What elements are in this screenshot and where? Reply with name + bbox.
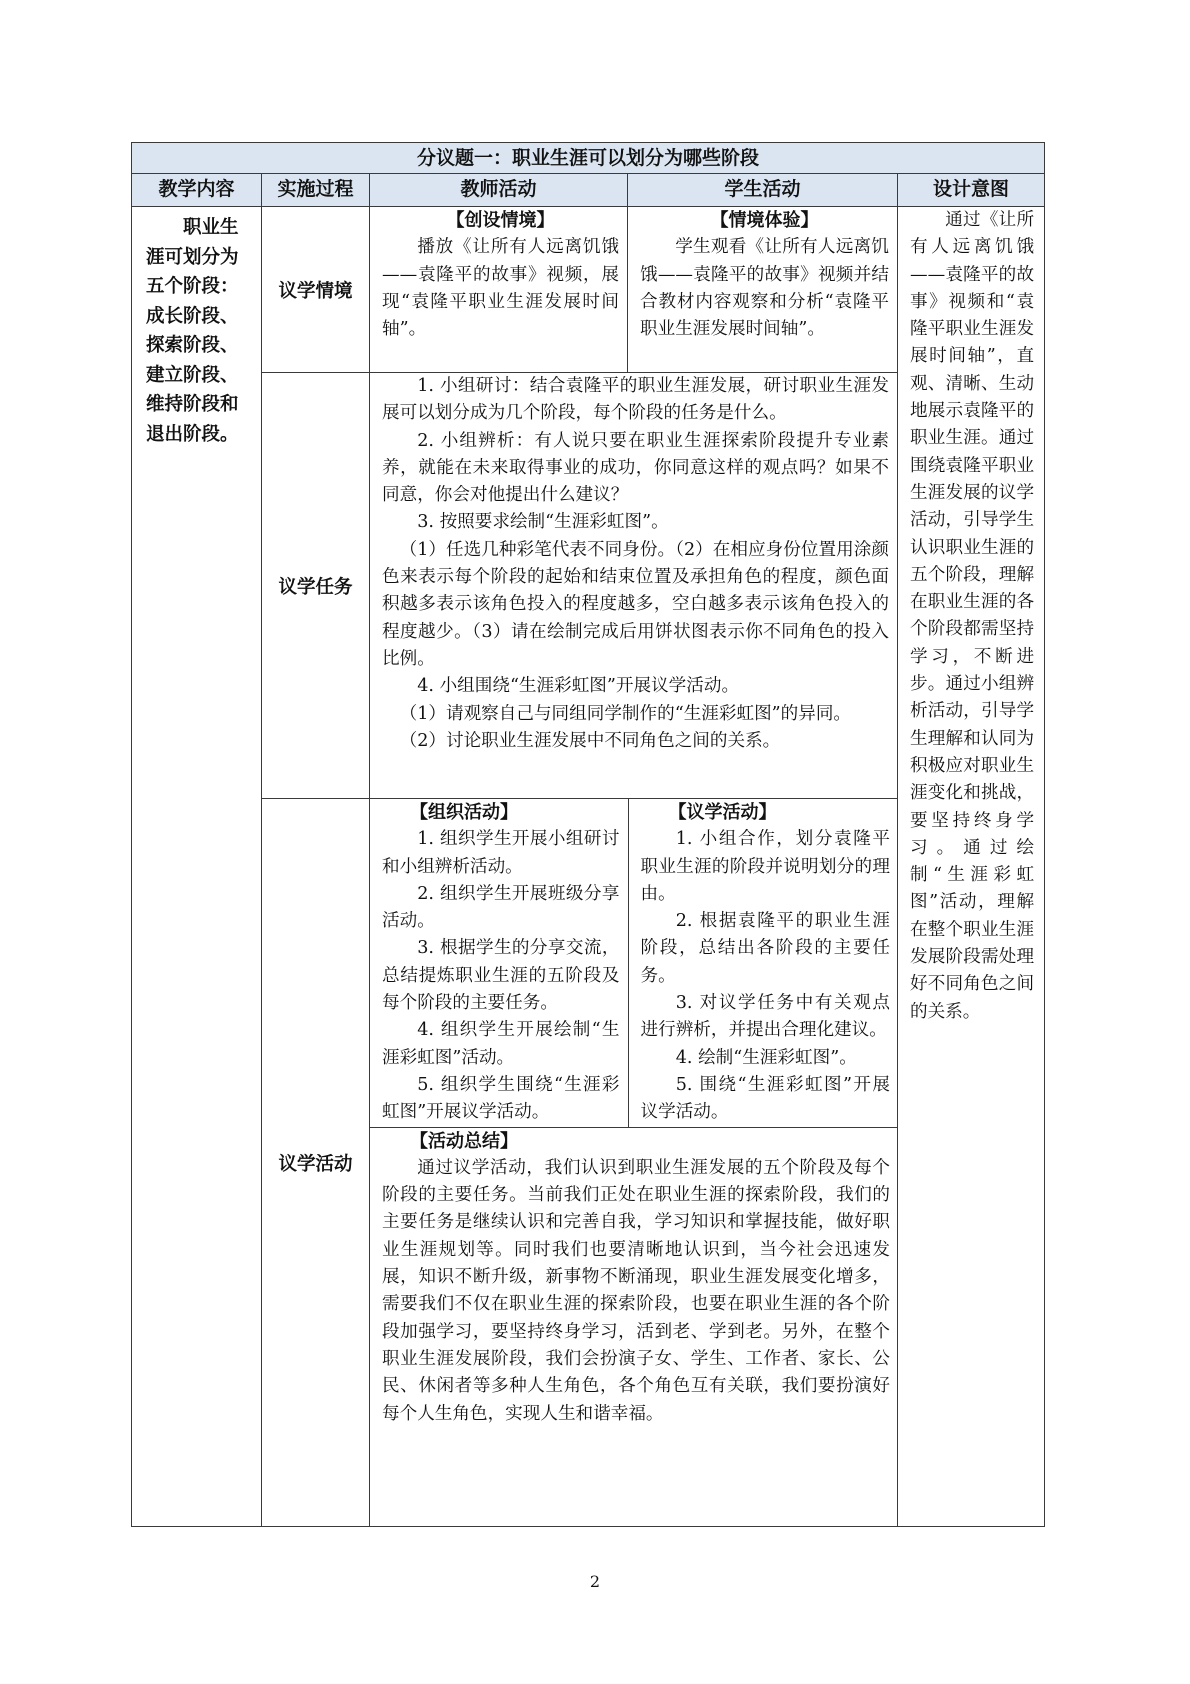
task-item-4-sub-1: （1）请观察自己与同组同学制作的“生涯彩虹图”的异同。 [399,703,852,724]
activity-summary-heading: 【活动总结】 [410,1130,518,1152]
activity-student-cell [628,799,898,1127]
header-teaching-content: 教学内容 [132,174,262,207]
situation-student-cell [628,207,898,373]
header-process: 实施过程 [262,174,370,207]
design-intent-text: 通过《让所有人远离饥饿——袁隆平的故事》视频和“袁隆平职业生涯发展时间轴”，直观、清晰、生动地展示袁隆平的职业生涯。通过围绕袁隆平职业生涯发展的议学活动，引导学生认识职业生涯的五个阶段，理解在职业生涯的各个阶段都需坚持学习，不断进步。通过小组辨析活动，引导学生理解和认同为积极应对职业生涯变化和挑战，要坚持终身学习。通过绘制“生涯彩虹图”活动，理解在整个职业生涯发展阶段需处理好不同角色之间的关系。 [910,210,1035,1022]
activity-teacher-item: 1. 组织学生开展小组研讨和小组辨析活动。 [382,829,620,877]
task-item-4-sub-2: （2）讨论职业生涯发展中不同角色之间的关系。 [399,730,781,751]
activity-teacher-heading: 【组织活动】 [410,802,518,823]
activity-summary-text: 通过议学活动，我们认识到职业生涯发展的五个阶段及每个阶段的主要任务。当前我们正处在职业生涯的探索阶段，我们的主要任务是继续认识和完善自我，学习知识和掌握技能，做好职业生涯规划等。同时我们也要清晰地认识到，当今社会迅速发展，知识不断升级，新事物不断涌现，职业生涯发展变化增多，需要我们不仅在职业生涯的探索阶段，也要在职业生涯的各个阶段加强学习，要坚持终身学习，活到老、学到老。另外，在整个职业生涯发展阶段，我们会扮演子女、学生、工作者、家长、公民、休闲者等多种人生角色，各个角色互有关联，我们要扮演好每个人生角色，实现人生和谐幸福。 [382,1157,890,1424]
activity-summary-cell [370,1127,898,1428]
phase-task: 议学任务 [262,373,370,799]
teaching-content-cell [132,207,262,1527]
page-number: 2 [589,1572,601,1591]
activity-teacher-item: 5. 组织学生围绕“生涯彩虹图”开展议学活动。 [382,1074,620,1123]
activity-student-item: 1. 小组合作，划分袁隆平职业生涯的阶段并说明划分的理由。 [640,829,890,904]
activity-inner-table [370,799,898,1428]
header-teacher-activity: 教师活动 [370,174,628,207]
task-item-3: 3. 按照要求绘制“生涯彩虹图”。 [417,512,669,533]
design-intent-cell [898,207,1045,1527]
task-item-4: 4. 小组围绕“生涯彩虹图”开展议学活动。 [417,676,740,697]
situation-student-text: 学生观看《让所有人远离饥饿——袁隆平的故事》视频并结合教材内容观察和分析“袁隆平职业生涯发展时间轴”。 [640,237,889,340]
activity-teacher-cell [370,799,628,1127]
phase-activity: 议学活动 [262,799,370,1527]
table-title: 分议题一：职业生涯可以划分为哪些阶段 [132,143,1045,174]
task-item-2: 2. 小组辨析：有人说只要在职业生涯探索阶段提升专业素养，就能在未来取得事业的成功，你同意这样的观点吗？如果不同意，你会对他提出什么建议？ [382,430,889,506]
activity-teacher-item: 3. 根据学生的分享交流，总结提炼职业生涯的五阶段及每个阶段的主要任务。 [382,938,620,1014]
task-item-3-detail: （1）任选几种彩笔代表不同身份。（2）在相应身份位置用涂颜色来表示每个阶段的起始和结束位置及承担角色的程度，颜色面积越多表示该角色投入的程度越多，空白越多表示该角色投入的程度越少。（3）请在绘制完成后用饼状图表示你不同角色的投入比例。 [382,539,889,669]
lesson-plan-table [131,142,1045,1527]
situation-student-heading: 【情境体验】 [710,210,819,231]
situation-teacher-text: 播放《让所有人远离饥饿——袁隆平的故事》视频，展现“袁隆平职业生涯发展时间轴”。 [382,237,619,340]
situation-teacher-heading: 【创设情境】 [446,210,555,231]
activity-student-item: 2. 根据袁隆平的职业生涯阶段，总结出各阶段的主要任务。 [640,911,890,986]
header-student-activity: 学生活动 [628,174,898,207]
activity-student-item: 5. 围绕“生涯彩虹图”开展议学活动。 [640,1074,890,1123]
task-item-1: 1. 小组研讨：结合袁隆平的职业生涯发展，研讨职业生涯发展可以划分成为几个阶段，每个阶段的任务是什么。 [382,376,889,424]
task-cell [370,373,898,799]
activity-teacher-item: 2. 组织学生开展班级分享活动。 [382,883,620,932]
teaching-content-text: 职业生涯可划分为五个阶段：成长阶段、探索阶段、建立阶段、维持阶段和退出阶段。 [146,217,239,445]
activity-student-item: 4. 绘制“生涯彩虹图”。 [675,1047,857,1068]
activity-student-heading: 【议学活动】 [668,802,777,823]
activity-student-item: 3. 对议学任务中有关观点进行辨析，并提出合理化建议。 [640,993,890,1041]
header-design-intent: 设计意图 [898,174,1045,207]
phase-situation: 议学情境 [262,207,370,373]
situation-teacher-cell [370,207,628,373]
activity-cell [370,799,898,1527]
activity-teacher-item: 4. 组织学生开展绘制“生涯彩虹图”活动。 [382,1020,620,1068]
